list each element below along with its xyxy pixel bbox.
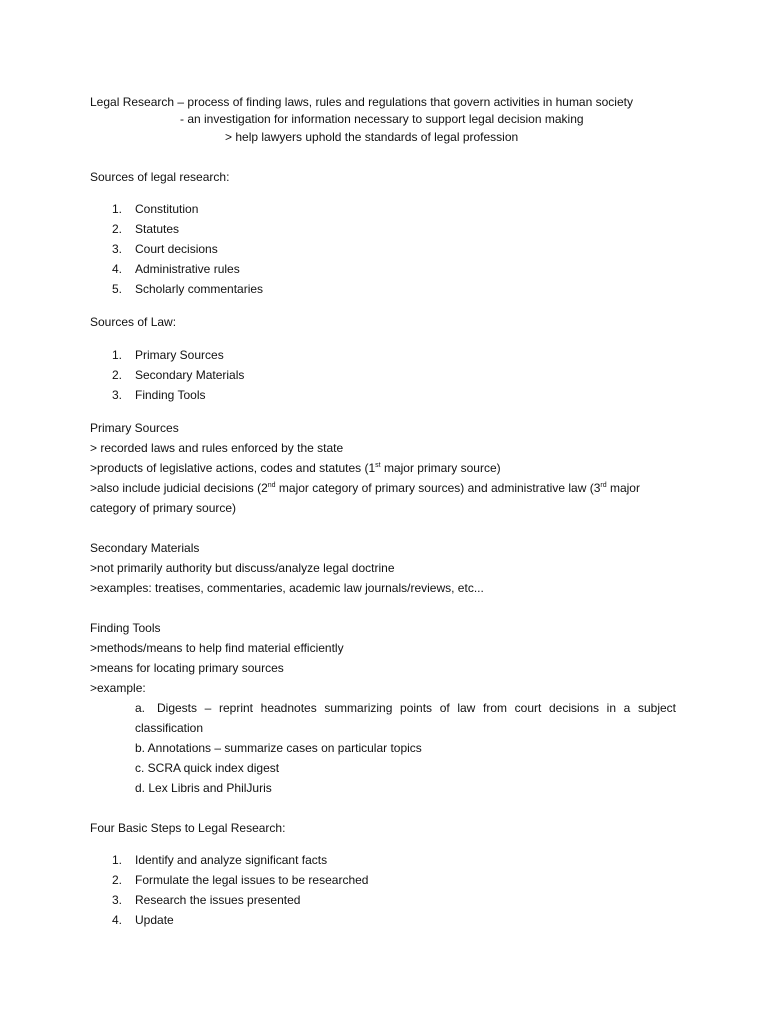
list-item: Statutes — [135, 222, 180, 236]
list-item-number: 3. — [112, 242, 123, 256]
list-item: Constitution — [135, 202, 199, 216]
list-item: Research the issues presented — [135, 893, 301, 907]
example-item: Digests – reprint headnotes summarizing points of law from court decisions in a subject — [157, 701, 676, 715]
list-item: Finding Tools — [135, 388, 206, 402]
finding-line: >example: — [90, 681, 146, 695]
definition-point-standards: > help lawyers uphold the standards of legal profession — [225, 130, 519, 144]
primary-line: > recorded laws and rules enforced by the state — [90, 441, 344, 455]
primary-line: category of primary source) — [90, 501, 237, 515]
list-item-number: 4. — [112, 262, 123, 276]
list-item-number: 2. — [112, 222, 123, 236]
list-item-number: 5. — [112, 282, 123, 296]
example-item: b. Annotations – summarize cases on particular topics — [135, 741, 422, 755]
list-item: Scholarly commentaries — [135, 282, 264, 296]
definition-point-investigation: - an investigation for information necessary to support legal decision making — [180, 112, 584, 126]
secondary-line: >not primarily authority but discuss/analyze legal doctrine — [90, 561, 395, 575]
example-label: a. — [135, 701, 146, 715]
sources-research-heading: Sources of legal research: — [90, 170, 230, 184]
list-item: Secondary Materials — [135, 368, 245, 382]
list-item: Court decisions — [135, 242, 218, 256]
secondary-line: >examples: treatises, commentaries, academic law journals/reviews, etc... — [90, 581, 484, 595]
primary-line: >products of legislative actions, codes and statutes (1st major primary source) — [90, 461, 501, 475]
list-item-number: 3. — [112, 388, 123, 402]
list-item-number: 2. — [112, 873, 123, 887]
list-item: Administrative rules — [135, 262, 240, 276]
list-item: Formulate the legal issues to be researched — [135, 873, 369, 887]
basic-steps-heading: Four Basic Steps to Legal Research: — [90, 821, 286, 835]
list-item: Primary Sources — [135, 348, 224, 362]
primary-sources-heading: Primary Sources — [90, 421, 179, 435]
list-item-number: 3. — [112, 893, 123, 907]
list-item-number: 1. — [112, 853, 123, 867]
list-item-number: 1. — [112, 202, 123, 216]
list-item: Identify and analyze significant facts — [135, 853, 328, 867]
secondary-materials-heading: Secondary Materials — [90, 541, 200, 555]
sources-law-heading: Sources of Law: — [90, 315, 177, 329]
list-item-number: 2. — [112, 368, 123, 382]
example-item: d. Lex Libris and PhilJuris — [135, 781, 272, 795]
legal-research-definition: Legal Research – process of finding laws, rules and regulations that govern activities in human society — [90, 95, 633, 109]
primary-line: >also include judicial decisions (2nd major category of primary sources) and administrative law (3rd major — [90, 481, 640, 495]
list-item-number: 1. — [112, 348, 123, 362]
list-item-number: 4. — [112, 913, 123, 927]
list-item: Update — [135, 913, 174, 927]
example-item-continued: classification — [135, 721, 204, 735]
example-item: c. SCRA quick index digest — [135, 761, 280, 775]
finding-tools-heading: Finding Tools — [90, 621, 161, 635]
finding-line: >methods/means to help find material efficiently — [90, 641, 344, 655]
finding-line: >means for locating primary sources — [90, 661, 284, 675]
